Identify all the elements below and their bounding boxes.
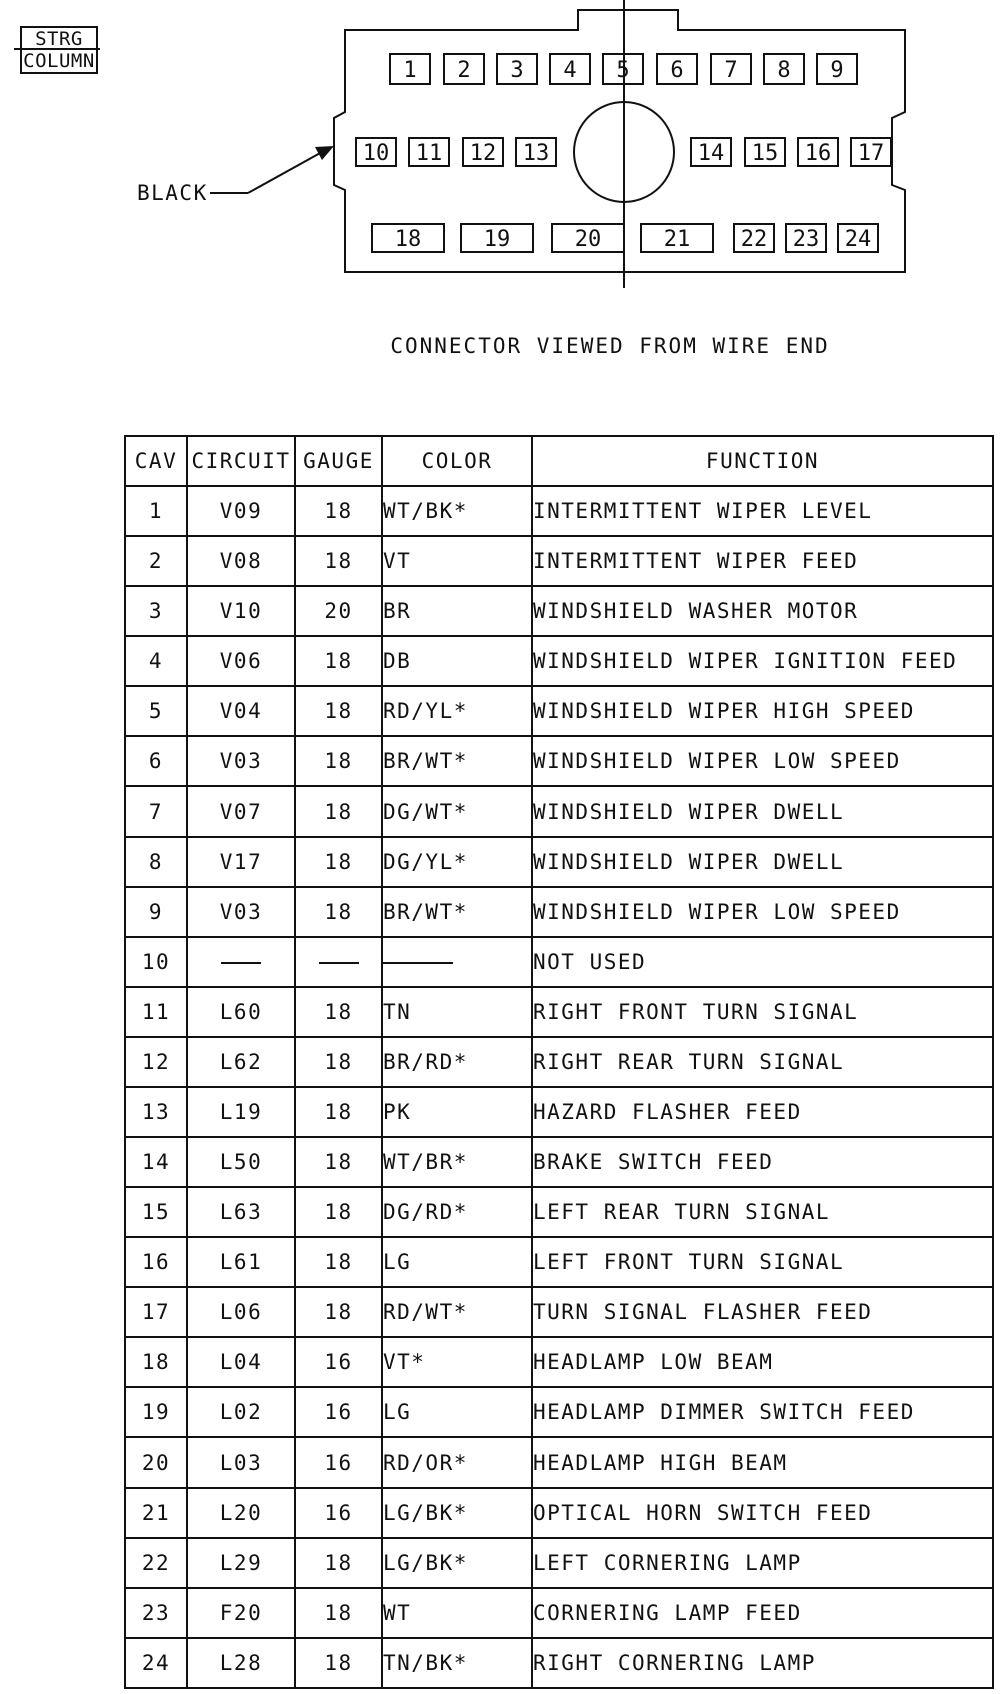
cell-function: RIGHT CORNERING LAMP <box>532 1638 993 1688</box>
table-row <box>125 1187 993 1237</box>
cell-function: WINDSHIELD WASHER MOTOR <box>532 586 993 636</box>
cell-gauge: 18 <box>295 1087 382 1137</box>
cavity-label-16: 16 <box>804 141 832 166</box>
cell-cav: 3 <box>125 586 187 636</box>
cell-function: HEADLAMP DIMMER SWITCH FEED <box>532 1387 993 1437</box>
cell-gauge: 18 <box>295 987 382 1037</box>
cell-function: LEFT REAR TURN SIGNAL <box>532 1187 993 1237</box>
cavity-label-17: 17 <box>857 141 885 166</box>
cell-gauge: 18 <box>295 786 382 836</box>
cell-cav: 7 <box>125 786 187 836</box>
cell-color: WT/BR* <box>382 1137 532 1187</box>
cell-color: WT <box>382 1588 532 1638</box>
cell-cav: 6 <box>125 736 187 786</box>
cell-color: RD/OR* <box>382 1437 532 1487</box>
cell-cav: 1 <box>125 486 187 536</box>
cell-gauge: 16 <box>295 1488 382 1538</box>
table-row <box>125 586 993 636</box>
cell-gauge: 20 <box>295 586 382 636</box>
cavity-label-10: 10 <box>362 141 390 166</box>
cell-cav: 17 <box>125 1287 187 1337</box>
cavity-label-1: 1 <box>403 58 417 83</box>
cell-circuit: F20 <box>187 1588 295 1638</box>
table-row <box>125 1488 993 1538</box>
table-row <box>125 486 993 536</box>
cell-color <box>382 937 532 987</box>
cell-function: HAZARD FLASHER FEED <box>532 1087 993 1137</box>
cell-gauge: 18 <box>295 636 382 686</box>
cavity-label-11: 11 <box>415 141 443 166</box>
cell-gauge: 18 <box>295 1237 382 1287</box>
cell-color: LG/BK* <box>382 1538 532 1588</box>
cell-circuit: V04 <box>187 686 295 736</box>
table-row <box>125 1337 993 1387</box>
cell-gauge: 18 <box>295 686 382 736</box>
cavity-label-18: 18 <box>394 227 422 252</box>
cell-color: BR/RD* <box>382 1037 532 1087</box>
cell-circuit: L50 <box>187 1137 295 1187</box>
cell-cav: 18 <box>125 1337 187 1387</box>
cell-gauge: 18 <box>295 736 382 786</box>
header-gauge: GAUGE <box>295 436 382 486</box>
cavity-label-13: 13 <box>522 141 550 166</box>
cell-function: TURN SIGNAL FLASHER FEED <box>532 1287 993 1337</box>
table-row <box>125 636 993 686</box>
cell-gauge: 18 <box>295 1538 382 1588</box>
cell-gauge: 18 <box>295 536 382 586</box>
cell-color: RD/WT* <box>382 1287 532 1337</box>
cell-color: DG/WT* <box>382 786 532 836</box>
cell-function: WINDSHIELD WIPER DWELL <box>532 837 993 887</box>
pinout-table <box>124 435 994 1689</box>
cell-function: HEADLAMP LOW BEAM <box>532 1337 993 1387</box>
cavity-label-22: 22 <box>740 227 768 252</box>
cell-color: DG/RD* <box>382 1187 532 1237</box>
cell-function: LEFT CORNERING LAMP <box>532 1538 993 1588</box>
cell-gauge: 16 <box>295 1337 382 1387</box>
cell-function: LEFT FRONT TURN SIGNAL <box>532 1237 993 1287</box>
cell-circuit: L63 <box>187 1187 295 1237</box>
connector-diagram <box>0 0 1008 300</box>
table-row <box>125 1387 993 1437</box>
cell-circuit: V17 <box>187 837 295 887</box>
cell-circuit: L29 <box>187 1538 295 1588</box>
cell-circuit: V09 <box>187 486 295 536</box>
cell-circuit <box>187 937 295 987</box>
cavity-label-21: 21 <box>663 227 691 252</box>
cell-function: WINDSHIELD WIPER DWELL <box>532 786 993 836</box>
empty-value-dash <box>383 962 453 964</box>
cell-circuit: L61 <box>187 1237 295 1287</box>
cell-gauge: 18 <box>295 1187 382 1237</box>
table-row <box>125 1037 993 1087</box>
cell-function: WINDSHIELD WIPER LOW SPEED <box>532 887 993 937</box>
cell-color: VT <box>382 536 532 586</box>
cell-color: PK <box>382 1087 532 1137</box>
cell-circuit: L28 <box>187 1638 295 1688</box>
header-circuit: CIRCUIT <box>187 436 295 486</box>
cell-function: OPTICAL HORN SWITCH FEED <box>532 1488 993 1538</box>
cell-cav: 11 <box>125 987 187 1037</box>
color-leader-diag <box>248 152 322 193</box>
color-arrowhead <box>315 146 334 160</box>
cell-function: RIGHT FRONT TURN SIGNAL <box>532 987 993 1037</box>
cell-function: NOT USED <box>532 937 993 987</box>
cell-gauge: 18 <box>295 837 382 887</box>
cavity-label-7: 7 <box>724 58 738 83</box>
cell-function: INTERMITTENT WIPER FEED <box>532 536 993 586</box>
cell-cav: 2 <box>125 536 187 586</box>
cell-cav: 16 <box>125 1237 187 1287</box>
cavity-label-19: 19 <box>483 227 511 252</box>
cavity-label-20: 20 <box>574 227 602 252</box>
table-row <box>125 1137 993 1187</box>
cell-color: BR <box>382 586 532 636</box>
cell-function: HEADLAMP HIGH BEAM <box>532 1437 993 1487</box>
cell-gauge: 16 <box>295 1437 382 1487</box>
cell-cav: 15 <box>125 1187 187 1237</box>
cell-circuit: L19 <box>187 1087 295 1137</box>
cell-circuit: V10 <box>187 586 295 636</box>
cell-function: CORNERING LAMP FEED <box>532 1588 993 1638</box>
cell-cav: 20 <box>125 1437 187 1487</box>
table-row <box>125 837 993 887</box>
table-header-row <box>125 436 993 486</box>
cell-color: LG <box>382 1387 532 1437</box>
cavity-label-15: 15 <box>751 141 779 166</box>
cell-cav: 13 <box>125 1087 187 1137</box>
cell-circuit: L03 <box>187 1437 295 1487</box>
cell-color: VT* <box>382 1337 532 1387</box>
table-row <box>125 1237 993 1287</box>
cell-color: WT/BK* <box>382 486 532 536</box>
cell-cav: 12 <box>125 1037 187 1087</box>
cavity-label-24: 24 <box>844 227 872 252</box>
cell-function: WINDSHIELD WIPER IGNITION FEED <box>532 636 993 686</box>
cell-cav: 23 <box>125 1588 187 1638</box>
cell-function: WINDSHIELD WIPER HIGH SPEED <box>532 686 993 736</box>
table-row <box>125 1638 993 1688</box>
cell-function: BRAKE SWITCH FEED <box>532 1137 993 1187</box>
header-color: COLOR <box>382 436 532 486</box>
cavity-label-4: 4 <box>563 58 577 83</box>
cell-function: INTERMITTENT WIPER LEVEL <box>532 486 993 536</box>
empty-value-dash <box>319 962 359 964</box>
empty-value-dash <box>221 962 261 964</box>
header-cav: CAV <box>125 436 187 486</box>
cell-cav: 9 <box>125 887 187 937</box>
cell-circuit: L20 <box>187 1488 295 1538</box>
table-row <box>125 887 993 937</box>
cell-cav: 14 <box>125 1137 187 1187</box>
cell-circuit: V08 <box>187 536 295 586</box>
cell-color: TN/BK* <box>382 1638 532 1688</box>
header-function: FUNCTION <box>532 436 993 486</box>
cell-circuit: V03 <box>187 887 295 937</box>
cell-gauge: 18 <box>295 1287 382 1337</box>
cavity-label-2: 2 <box>457 58 471 83</box>
cell-color: RD/YL* <box>382 686 532 736</box>
diagram-caption: CONNECTOR VIEWED FROM WIRE END <box>390 334 830 358</box>
tag-line-1: STRG <box>35 28 83 50</box>
cell-function: WINDSHIELD WIPER LOW SPEED <box>532 736 993 786</box>
cell-cav: 10 <box>125 937 187 987</box>
cell-circuit: L04 <box>187 1337 295 1387</box>
cell-gauge: 18 <box>295 1037 382 1087</box>
table-row <box>125 686 993 736</box>
cavity-label-12: 12 <box>469 141 497 166</box>
cell-color: LG/BK* <box>382 1488 532 1538</box>
table-row <box>125 536 993 586</box>
cell-gauge: 16 <box>295 1387 382 1437</box>
cavity-label-3: 3 <box>510 58 524 83</box>
cavity-label-23: 23 <box>792 227 820 252</box>
cell-circuit: L06 <box>187 1287 295 1337</box>
cell-circuit: V03 <box>187 736 295 786</box>
cavity-label-8: 8 <box>777 58 791 83</box>
table-row <box>125 1538 993 1588</box>
table-row <box>125 1087 993 1137</box>
cell-gauge: 18 <box>295 486 382 536</box>
cell-circuit: L02 <box>187 1387 295 1437</box>
cell-cav: 4 <box>125 636 187 686</box>
cell-cav: 21 <box>125 1488 187 1538</box>
cavity-label-6: 6 <box>670 58 684 83</box>
cavity-label-14: 14 <box>697 141 725 166</box>
cell-cav: 5 <box>125 686 187 736</box>
table-row <box>125 1588 993 1638</box>
tag-line-2: COLUMN <box>23 50 95 72</box>
cell-circuit: V06 <box>187 636 295 686</box>
table-row <box>125 786 993 836</box>
table-row <box>125 937 993 987</box>
table-row <box>125 1287 993 1337</box>
cell-circuit: L62 <box>187 1037 295 1087</box>
table-row <box>125 1437 993 1487</box>
table-row <box>125 736 993 786</box>
cell-color: BR/WT* <box>382 887 532 937</box>
cell-cav: 19 <box>125 1387 187 1437</box>
cell-function: RIGHT REAR TURN SIGNAL <box>532 1037 993 1087</box>
cell-circuit: V07 <box>187 786 295 836</box>
cell-color: DG/YL* <box>382 837 532 887</box>
cell-gauge: 18 <box>295 887 382 937</box>
cell-gauge: 18 <box>295 1137 382 1187</box>
cavity-label-5: 5 <box>616 58 630 83</box>
cell-gauge <box>295 937 382 987</box>
cell-circuit: L60 <box>187 987 295 1037</box>
cell-gauge: 18 <box>295 1638 382 1688</box>
cell-color: BR/WT* <box>382 736 532 786</box>
cell-color: DB <box>382 636 532 686</box>
cell-color: LG <box>382 1237 532 1287</box>
cell-cav: 22 <box>125 1538 187 1588</box>
connector-color-label: BLACK <box>137 181 208 205</box>
cell-cav: 8 <box>125 837 187 887</box>
cavity-label-9: 9 <box>830 58 844 83</box>
cell-color: TN <box>382 987 532 1037</box>
cell-gauge: 18 <box>295 1588 382 1638</box>
cell-cav: 24 <box>125 1638 187 1688</box>
table-row <box>125 987 993 1037</box>
